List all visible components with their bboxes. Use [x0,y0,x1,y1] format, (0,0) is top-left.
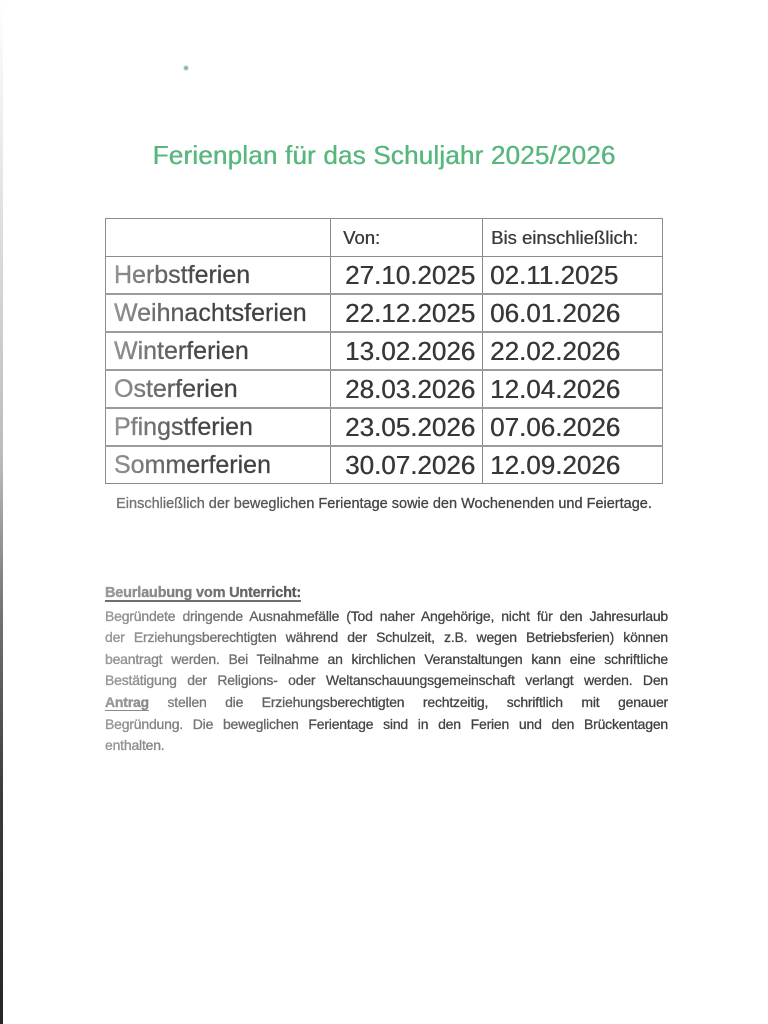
table-row [106,294,663,332]
paragraph-last-line: enthalten. [105,735,668,757]
date-from-cell: 27.10.2025 [331,257,483,295]
paragraph-line: Bestätigung der Religions- oder Weltanschauungsgemeinschaft verlangt werden. Den [105,670,668,692]
table-row [106,446,663,484]
table-row [106,370,663,408]
page-title: Ferienplan für das Schuljahr 2025/2026 [152,140,616,170]
table-row [106,408,663,446]
paragraph-line: der Erziehungsberechtigten während der Schulzeit, z.B. wegen Betriebsferien) können [105,627,668,649]
table-header-row [106,219,663,257]
until-header: Bis einschließlich: [483,219,663,257]
date-from-cell: 28.03.2026 [331,370,483,408]
antrag-underlined-word: Antrag [105,693,149,710]
date-until-cell: 06.01.2026 [483,294,663,332]
table-row [106,257,663,295]
date-from-cell: 13.02.2026 [331,332,483,370]
date-until-cell: 12.09.2026 [483,446,663,484]
date-until-cell: 12.04.2026 [483,370,663,408]
paragraph-line: beantragt werden. Bei Teilnahme an kirchlichen Veranstaltungen kann eine schriftliche [105,649,668,671]
scan-speck-artifact [183,65,189,71]
paragraph-line-rest: stellen die Erziehungsberechtigten rechtzeitig, schriftlich mit genauer [167,693,668,710]
holiday-name-header [106,219,331,257]
date-until-cell: 22.02.2026 [483,332,663,370]
date-until-cell: 07.06.2026 [483,408,663,446]
date-from-cell: 22.12.2025 [331,294,483,332]
holiday-table [105,218,663,484]
date-from-cell: 23.05.2026 [331,408,483,446]
holiday-name-cell: Pfingstferien [106,408,331,446]
holiday-name-cell: Winterferien [106,332,331,370]
paragraph-line [105,692,668,714]
paragraph-line: Begründete dringende Ausnahmefälle (Tod naher Angehörige, nicht für den Jahresurlaub [105,606,668,628]
holiday-name-cell: Sommerferien [106,446,331,484]
holiday-name-cell: Osterferien [106,370,331,408]
leave-heading: Beurlaubung vom Unterricht: [105,583,668,605]
date-until-cell: 02.11.2025 [483,257,663,295]
paragraph-line: Begründung. Die beweglichen Ferientage sind in den Ferien und den Brückentagen [105,714,668,736]
table-row [106,332,663,370]
date-from-cell: 30.07.2026 [331,446,483,484]
table-footnote: Einschließlich der beweglichen Ferientage sowie den Wochenenden und Feiertage. [0,496,768,512]
holiday-name-cell: Weihnachtsferien [106,294,331,332]
holiday-name-cell: Herbstferien [106,257,331,295]
leave-section [105,583,668,757]
from-header: Von: [331,219,483,257]
